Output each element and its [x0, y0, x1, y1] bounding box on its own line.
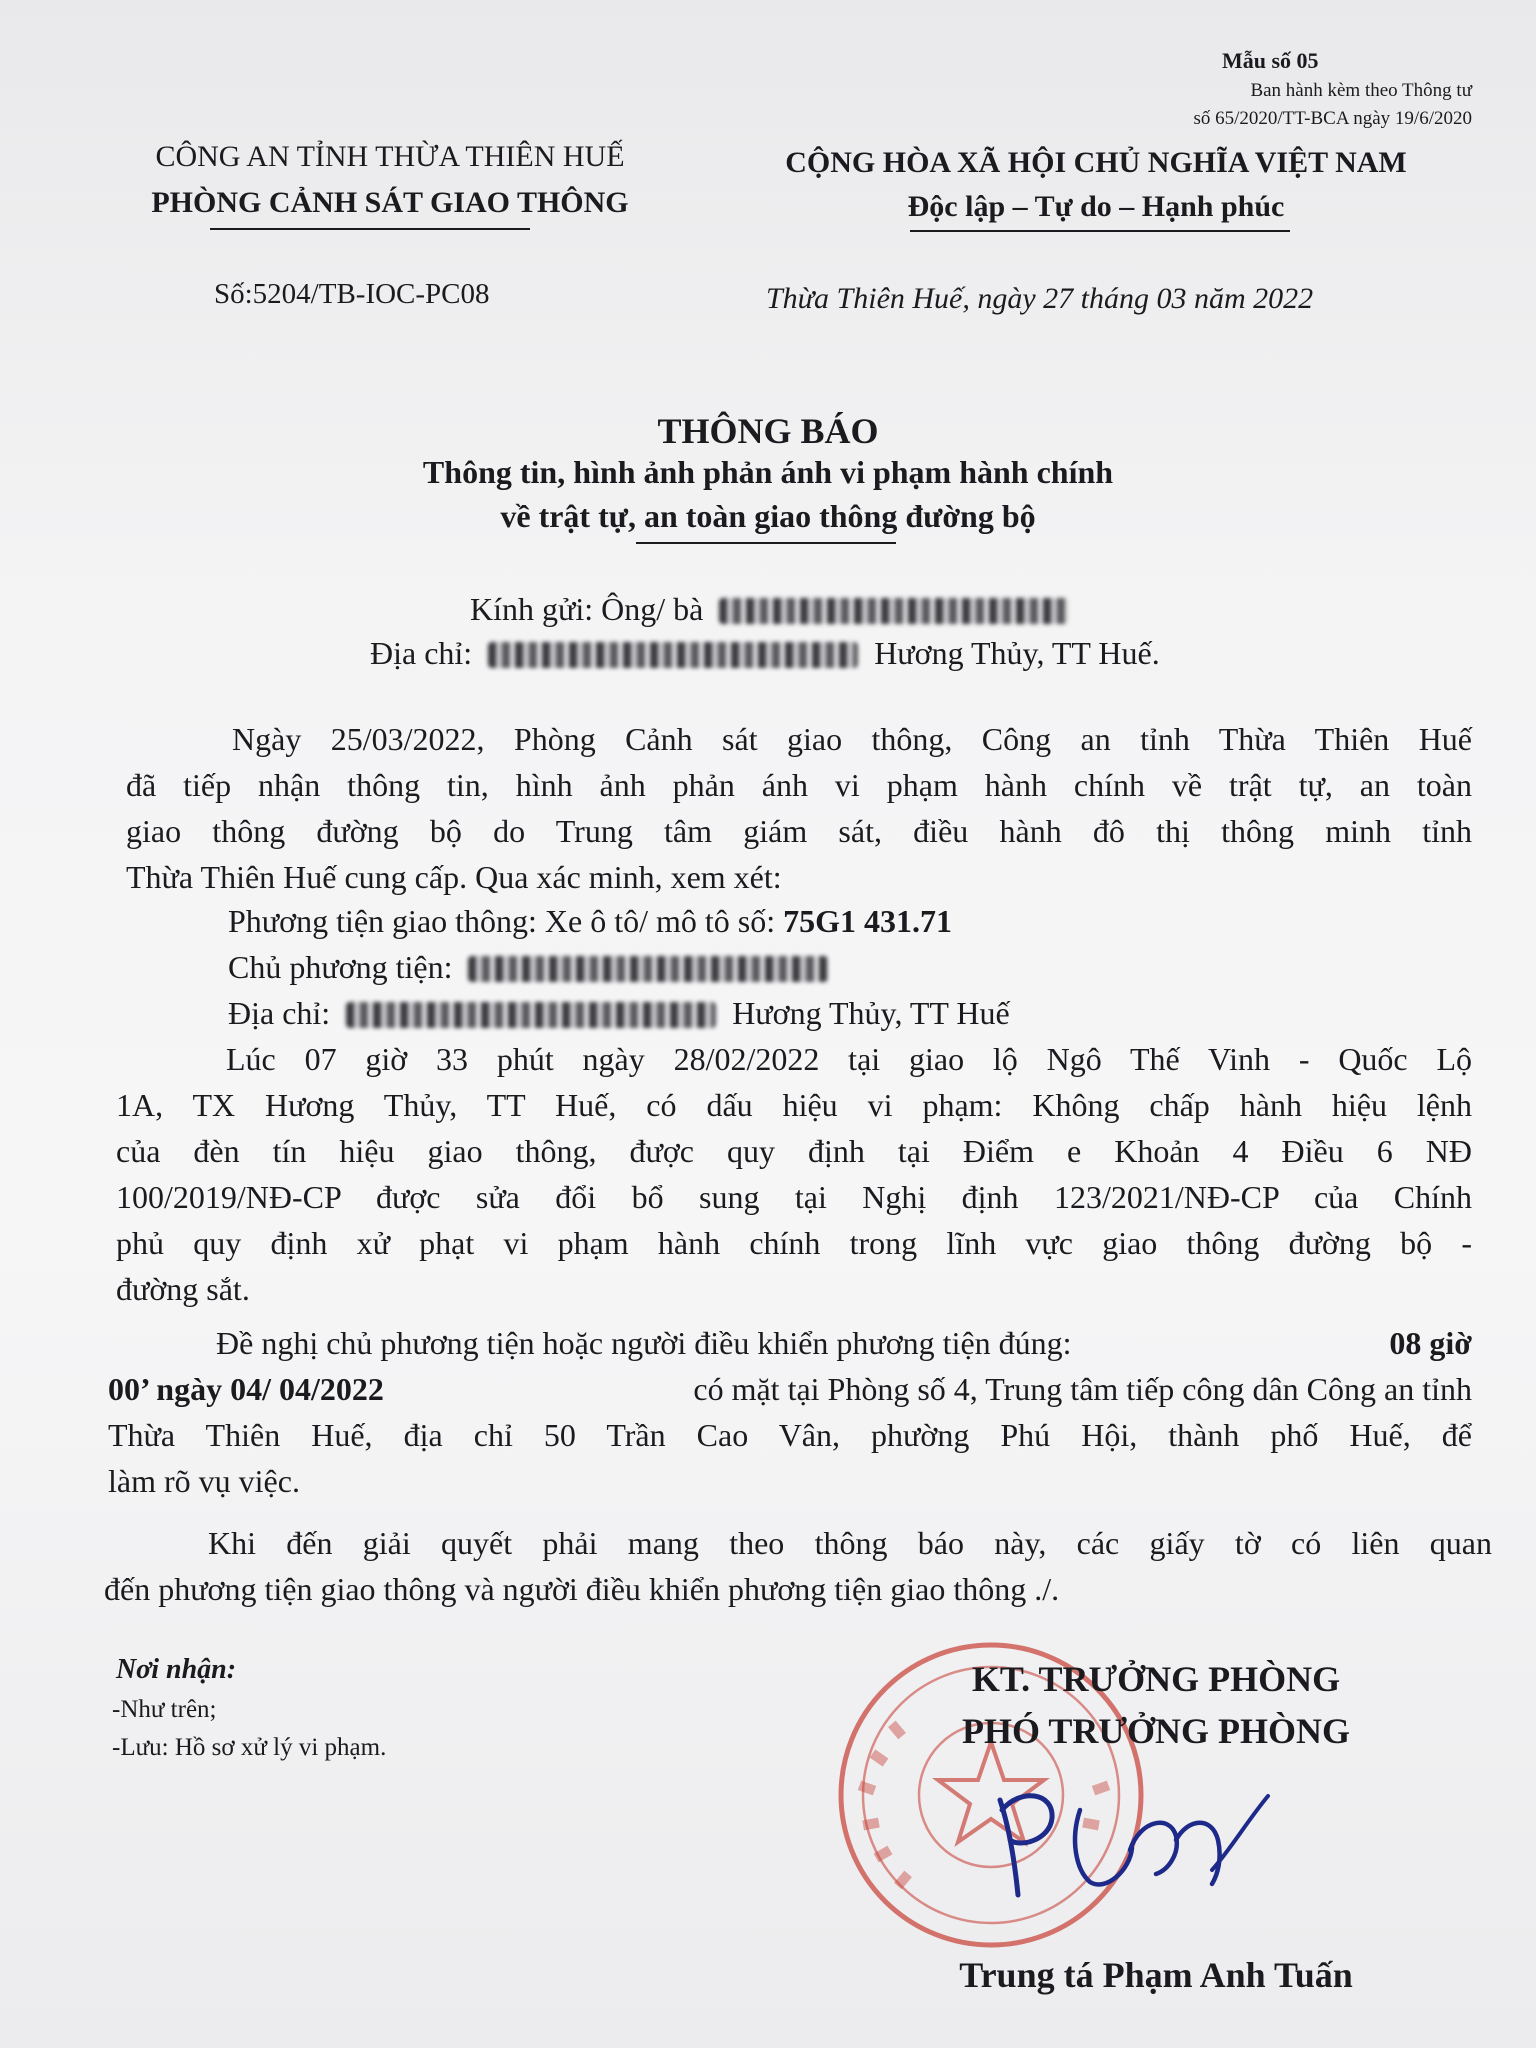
motto-underline: [910, 230, 1290, 232]
recipients-title: Nơi nhận:: [116, 1654, 237, 1685]
paragraph-1-line-2: đã tiếp nhận thông tin, hình ảnh phản ánh vi phạm hành chính về trật tự, an toàn: [126, 767, 1472, 803]
redacted-owner-name: [468, 956, 828, 982]
paragraph-2-line-4: 100/2019/NĐ-CP được sửa đổi bổ sung tại Nghị định 123/2021/NĐ-CP của Chính: [116, 1179, 1472, 1215]
owner-address-label: Địa chỉ:: [228, 995, 331, 1031]
agency-underline: [210, 228, 530, 230]
document-title: THÔNG BÁO: [657, 411, 879, 451]
paragraph-2-line-3: của đèn tín hiệu giao thông, được quy định tại Điểm e Khoản 4 Điều 6 NĐ: [116, 1133, 1472, 1169]
paragraph-4-line-1: Khi đến giải quyết phải mang theo thông báo này, các giấy tờ có liên quan: [208, 1525, 1492, 1561]
paragraph-3-line-3: Thừa Thiên Huế, địa chỉ 50 Trần Cao Vân, phường Phú Hội, thành phố Huế, để: [108, 1417, 1472, 1453]
form-circular-line: số 65/2020/TT-BCA ngày 19/6/2020: [1193, 108, 1472, 129]
vehicle-label: Phương tiện giao thông: Xe ô tô/ mô tô số:: [228, 903, 776, 939]
owner-address-tail: Hương Thủy, TT Huế: [732, 995, 1010, 1031]
nation-motto: Độc lập – Tự do – Hạnh phúc: [907, 190, 1285, 223]
place-and-date: Thừa Thiên Huế, ngày 27 tháng 03 năm 2022: [766, 282, 1314, 315]
recipient-address-label: Địa chỉ:: [370, 635, 473, 671]
document-subtitle-line2: về trật tự, an toàn giao thông đường bộ: [500, 498, 1036, 534]
recipient-label: Kính gửi: Ông/ bà: [470, 591, 704, 627]
paragraph-1-line-4: Thừa Thiên Huế cung cấp. Qua xác minh, xem xét:: [126, 859, 782, 895]
agency-name: CÔNG AN TỈNH THỪA THIÊN HUẾ: [155, 140, 625, 173]
redacted-owner-address: [346, 1002, 716, 1028]
owner-label: Chủ phương tiện:: [228, 949, 453, 985]
form-issuance-line: Ban hành kèm theo Thông tư: [1250, 80, 1472, 101]
signature-role-line2: PHÓ TRƯỞNG PHÒNG: [961, 1711, 1350, 1751]
recipient-item-1: -Như trên;: [112, 1696, 217, 1723]
nation-title: CỘNG HÒA XÃ HỘI CHỦ NGHĨA VIỆT NAM: [785, 146, 1407, 179]
vehicle-line: [228, 898, 952, 944]
appointment-hour: 08 giờ: [1389, 1325, 1472, 1361]
recipient-address-line: [370, 630, 1160, 676]
paragraph-1-line-1: Ngày 25/03/2022, Phòng Cảnh sát giao thông, Công an tỉnh Thừa Thiên Huế: [232, 721, 1472, 757]
paragraph-4-line-2: đến phương tiện giao thông và người điều khiển phương tiện giao thông ./.: [104, 1571, 1060, 1607]
recipient-address-tail: Hương Thủy, TT Huế.: [874, 635, 1160, 671]
document-subtitle-line1: Thông tin, hình ảnh phản ánh vi phạm hành chính: [422, 454, 1114, 490]
paragraph-3-line-1: [216, 1320, 1472, 1366]
handwritten-signature: [980, 1770, 1280, 1910]
paragraph-2-line-2: 1A, TX Hương Thủy, TT Huế, có dấu hiệu vi phạm: Không chấp hành hiệu lệnh: [116, 1087, 1472, 1123]
appointment-place: có mặt tại Phòng số 4, Trung tâm tiếp công dân Công an tỉnh: [693, 1371, 1472, 1407]
paragraph-3-line-4: làm rõ vụ việc.: [108, 1463, 300, 1499]
vehicle-plate: 75G1 431.71: [783, 903, 953, 939]
paragraph-3-line-2: [108, 1366, 1472, 1412]
appointment-date: 00’ ngày 04/ 04/2022: [108, 1371, 384, 1407]
owner-address-line: [228, 990, 1010, 1036]
recipient-item-2: -Lưu: Hồ sơ xử lý vi phạm.: [112, 1734, 387, 1761]
title-underline: [636, 542, 896, 544]
form-number: Mẫu số 05: [1222, 48, 1319, 73]
recipient-line: [470, 586, 1069, 632]
signer-name: Trung tá Phạm Anh Tuấn: [959, 1955, 1353, 1995]
paragraph-2-line-5: phủ quy định xử phạt vi phạm hành chính trong lĩnh vực giao thông đường bộ -: [116, 1225, 1472, 1261]
document-number: Số:5204/TB-IOC-PC08: [214, 278, 490, 310]
agency-department: PHÒNG CẢNH SÁT GIAO THÔNG: [151, 186, 629, 219]
redacted-recipient-name: [719, 598, 1069, 624]
owner-line: [228, 944, 828, 990]
paragraph-2-line-6: đường sắt.: [116, 1271, 250, 1307]
redacted-recipient-address: [488, 642, 858, 668]
paragraph-3-request: Đề nghị chủ phương tiện hoặc người điều khiển phương tiện đúng:: [216, 1325, 1072, 1361]
paragraph-2-line-1: Lúc 07 giờ 33 phút ngày 28/02/2022 tại giao lộ Ngô Thế Vinh - Quốc Lộ: [226, 1041, 1472, 1077]
paragraph-1-line-3: giao thông đường bộ do Trung tâm giám sát, điều hành đô thị thông minh tỉnh: [126, 813, 1472, 849]
signature-role-line1: KT. TRƯỞNG PHÒNG: [971, 1659, 1341, 1699]
